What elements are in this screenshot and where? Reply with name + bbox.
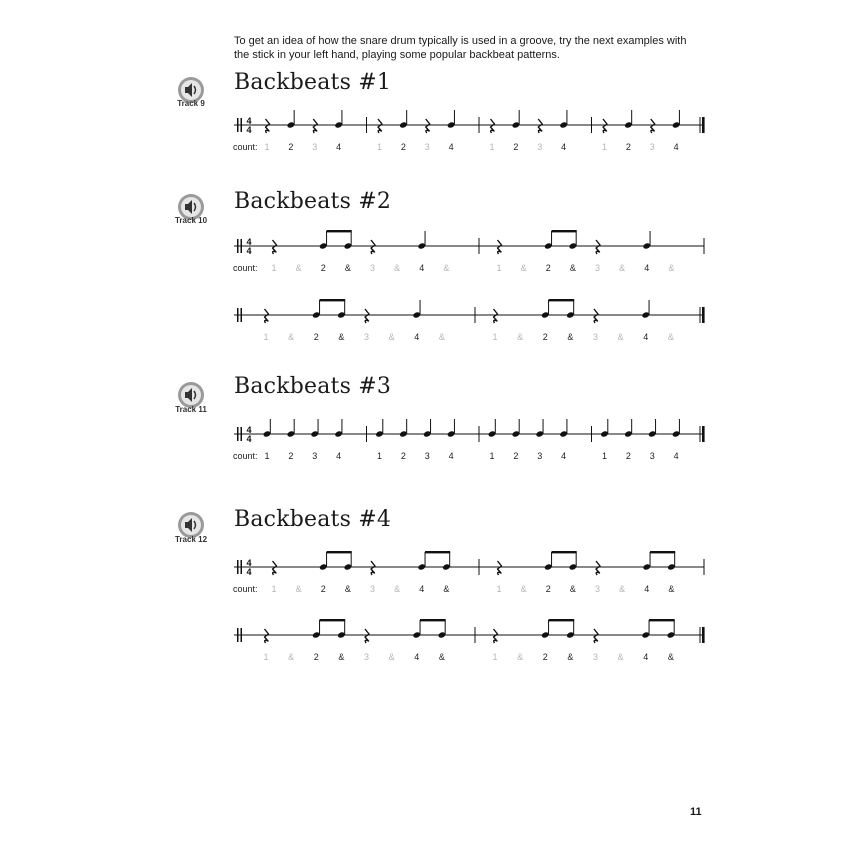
count-text: & <box>667 652 674 662</box>
count-text: & <box>520 584 527 594</box>
count-text: 2 <box>320 263 326 273</box>
count-text: 3 <box>537 142 543 152</box>
quarter-rest <box>594 309 598 323</box>
time-signature-top: 4 <box>246 237 252 247</box>
eighth-beam <box>320 299 346 301</box>
count-text: 3 <box>592 332 599 342</box>
count-text: 2 <box>625 142 631 152</box>
count-text: 3 <box>369 584 376 594</box>
time-signature-top: 4 <box>246 558 252 568</box>
intro-paragraph: To get an idea of how the snare drum typically is used in a groove, try the next examples with the stick in your left hand, playing some popular backbeat patterns. <box>234 35 687 61</box>
quarter-rest <box>494 309 498 323</box>
count-text: 1 <box>376 142 383 152</box>
quarter-rest <box>273 561 277 575</box>
eighth-beam <box>650 551 675 553</box>
section-title-backbeats-4: Backbeats #4 <box>234 507 392 532</box>
percussion-clef <box>241 560 243 574</box>
count-text: & <box>569 263 576 273</box>
count-text: 4 <box>673 142 679 152</box>
quarter-rest <box>594 629 598 643</box>
count-text: 3 <box>312 142 318 152</box>
percussion-clef <box>237 628 239 642</box>
count-text: 3 <box>594 584 601 594</box>
count-text: & <box>520 263 527 273</box>
count-text: & <box>517 652 524 662</box>
count-text: & <box>617 332 624 342</box>
count-text: 4 <box>644 584 650 594</box>
count-text: & <box>517 332 524 342</box>
count-text: 2 <box>288 142 294 152</box>
eighth-beam <box>549 619 575 621</box>
quarter-rest <box>273 240 277 254</box>
section-title-backbeats-2: Backbeats #2 <box>234 189 392 214</box>
count-text: 2 <box>313 652 319 662</box>
count-text: & <box>394 263 401 273</box>
count-text: 4 <box>419 584 425 594</box>
count-text: 1 <box>601 142 608 152</box>
count-text: & <box>667 332 674 342</box>
eighth-beam <box>420 619 446 621</box>
count-text: 3 <box>363 332 370 342</box>
quarter-rest <box>603 119 607 133</box>
count-text: 1 <box>264 142 270 152</box>
count-text: & <box>288 332 295 342</box>
count-text: 2 <box>625 451 631 461</box>
count-text: 2 <box>513 451 519 461</box>
count-text: 1 <box>271 263 277 273</box>
quarter-rest <box>265 309 269 323</box>
count-text: & <box>338 652 345 662</box>
staff-system <box>233 230 704 273</box>
count-text: 4 <box>643 652 649 662</box>
eighth-beam <box>320 619 346 621</box>
final-barline <box>702 426 705 442</box>
count-text: 2 <box>320 584 326 594</box>
count-text: 1 <box>492 652 498 662</box>
count-text: 2 <box>400 142 406 152</box>
eighth-beam <box>649 619 675 621</box>
staff-system <box>233 419 705 461</box>
count-text: 1 <box>492 332 498 342</box>
count-text: 2 <box>313 332 319 342</box>
page-number: 11 <box>690 806 702 818</box>
count-text: & <box>668 584 675 594</box>
quarter-rest <box>491 119 495 133</box>
track-label: Track 10 <box>174 216 208 225</box>
count-text: 3 <box>594 263 601 273</box>
count-text: 3 <box>537 451 543 461</box>
quarter-rest <box>265 629 269 643</box>
count-text: 4 <box>561 142 567 152</box>
percussion-clef <box>241 239 243 253</box>
eighth-beam <box>327 230 352 232</box>
percussion-clef <box>241 308 243 322</box>
count-text: 4 <box>448 451 454 461</box>
staff-system <box>234 299 705 342</box>
percussion-clef <box>241 118 243 132</box>
count-text: & <box>388 652 395 662</box>
count-text: 1 <box>263 332 269 342</box>
count-text: & <box>388 332 395 342</box>
eighth-beam <box>327 551 352 553</box>
count-text: 4 <box>644 263 650 273</box>
final-barline <box>702 307 705 323</box>
quarter-rest <box>494 629 498 643</box>
count-text: & <box>567 332 574 342</box>
quarter-rest <box>538 119 542 133</box>
time-signature-bottom: 4 <box>246 434 252 444</box>
percussion-clef <box>237 560 239 574</box>
quarter-rest <box>371 240 375 254</box>
final-barline <box>702 627 705 643</box>
count-text: & <box>344 263 351 273</box>
count-text: 2 <box>542 332 548 342</box>
quarter-rest <box>266 119 270 133</box>
count-text: 2 <box>542 652 548 662</box>
time-signature-bottom: 4 <box>246 125 252 135</box>
count-text: 3 <box>312 451 318 461</box>
count-text: 4 <box>643 332 649 342</box>
staff-system <box>234 619 705 662</box>
percussion-clef <box>237 239 239 253</box>
count-text: & <box>438 332 445 342</box>
time-signature-bottom: 4 <box>246 246 252 256</box>
eighth-beam <box>425 551 450 553</box>
count-text: 3 <box>424 142 430 152</box>
eighth-beam <box>552 551 577 553</box>
count-text: 1 <box>264 451 270 461</box>
count-text: 3 <box>363 652 370 662</box>
count-text: & <box>288 652 295 662</box>
count-text: 4 <box>448 142 454 152</box>
track-label: Track 9 <box>177 99 205 108</box>
time-signature-top: 4 <box>246 116 252 126</box>
count-text: 3 <box>592 652 599 662</box>
count-text: 1 <box>489 451 495 461</box>
quarter-rest <box>378 119 382 133</box>
count-text: & <box>617 652 624 662</box>
count-text: & <box>619 263 626 273</box>
percussion-clef <box>237 308 239 322</box>
count-text: 1 <box>601 451 608 461</box>
staff-system <box>233 110 705 152</box>
count-label: count: <box>233 142 258 152</box>
count-text: & <box>668 263 675 273</box>
time-signature-bottom: 4 <box>246 567 252 577</box>
time-signature-top: 4 <box>246 425 252 435</box>
count-text: & <box>443 584 450 594</box>
percussion-clef <box>241 628 243 642</box>
section-title-backbeats-1: Backbeats #1 <box>234 70 392 95</box>
count-text: & <box>569 584 576 594</box>
count-text: & <box>338 332 345 342</box>
count-text: 1 <box>496 263 502 273</box>
quarter-rest <box>371 561 375 575</box>
count-text: 2 <box>513 142 519 152</box>
percussion-clef <box>241 427 243 441</box>
staff-system <box>233 551 704 594</box>
count-text: 1 <box>263 652 269 662</box>
eighth-beam <box>549 299 575 301</box>
count-text: 3 <box>649 142 655 152</box>
count-text: 3 <box>424 451 430 461</box>
percussion-clef <box>237 427 239 441</box>
count-text: & <box>438 652 445 662</box>
quarter-rest <box>426 119 430 133</box>
percussion-clef <box>237 118 239 132</box>
quarter-rest <box>313 119 317 133</box>
count-text: 4 <box>336 142 342 152</box>
quarter-rest <box>365 309 369 323</box>
count-text: 4 <box>336 451 342 461</box>
count-text: & <box>295 263 302 273</box>
count-text: 2 <box>545 584 551 594</box>
count-text: 4 <box>673 451 679 461</box>
count-text: 3 <box>369 263 376 273</box>
count-label: count: <box>233 451 258 461</box>
count-label: count: <box>233 263 258 273</box>
count-text: 1 <box>271 584 277 594</box>
count-text: 1 <box>496 584 502 594</box>
count-label: count: <box>233 584 258 594</box>
count-text: 4 <box>414 652 420 662</box>
quarter-rest <box>596 561 600 575</box>
count-text: 4 <box>561 451 567 461</box>
final-barline <box>702 117 705 133</box>
count-text: 2 <box>400 451 406 461</box>
quarter-rest <box>498 240 502 254</box>
count-text: 1 <box>376 451 383 461</box>
count-text: 4 <box>414 332 420 342</box>
track-label: Track 11 <box>175 405 207 414</box>
count-text: 1 <box>489 142 495 152</box>
quarter-rest <box>596 240 600 254</box>
count-text: 4 <box>419 263 425 273</box>
eighth-beam <box>552 230 577 232</box>
count-text: & <box>567 652 574 662</box>
track-label: Track 12 <box>174 535 208 544</box>
quarter-rest <box>651 119 655 133</box>
quarter-rest <box>365 629 369 643</box>
count-text: 2 <box>545 263 551 273</box>
count-text: 3 <box>649 451 655 461</box>
section-title-backbeats-3: Backbeats #3 <box>234 374 392 399</box>
count-text: 2 <box>288 451 294 461</box>
count-text: & <box>344 584 351 594</box>
count-text: & <box>295 584 302 594</box>
quarter-rest <box>498 561 502 575</box>
count-text: & <box>443 263 450 273</box>
count-text: & <box>394 584 401 594</box>
count-text: & <box>619 584 626 594</box>
